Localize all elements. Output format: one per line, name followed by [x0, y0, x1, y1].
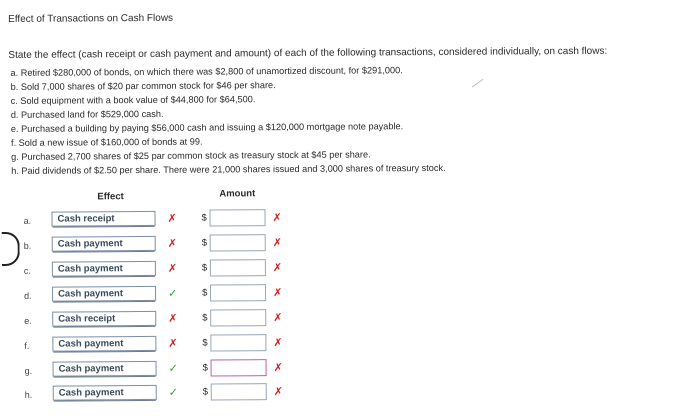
amount-input-e[interactable]	[210, 309, 266, 326]
row-letter: c.	[23, 265, 31, 276]
transaction-e: e. Purchased a building by paying $56,000 cash and issuing a $120,000 mortgage note payable.	[10, 121, 404, 134]
amount-input-f[interactable]	[210, 334, 266, 351]
effect-select-f[interactable]	[52, 336, 156, 352]
answer-row-b	[2, 232, 700, 259]
answer-row-h	[3, 381, 700, 408]
amount-input-d[interactable]	[210, 284, 266, 301]
answer-row-g	[3, 357, 700, 384]
transaction-a: a. Retired $280,000 of bonds, on which there was $2,800 of unamortized discount, for $291,000.	[10, 65, 403, 78]
check-mark-icon: ✓	[168, 287, 178, 300]
amount-input-h[interactable]	[211, 383, 267, 400]
currency-symbol: $	[201, 262, 208, 274]
decorative-tick	[472, 79, 484, 88]
answer-row-a	[1, 207, 700, 234]
answer-row-f	[2, 332, 700, 359]
transaction-h: h. Paid dividends of $2.50 per share. There were 21,000 shares issued and 3,000 shares of treasury stock.	[11, 162, 446, 176]
row-letter: d.	[24, 290, 32, 301]
x-mark-icon: ✗	[168, 312, 178, 325]
effect-value: Cash payment	[57, 263, 123, 275]
amount-input-b[interactable]	[210, 234, 266, 251]
transaction-c: c. Sold equipment with a book value of $44,800 for $64,500.	[10, 94, 256, 106]
x-mark-icon: ✗	[273, 312, 283, 325]
row-letter: b.	[23, 240, 32, 251]
transaction-b: b. Sold 7,000 shares of $20 par common stock for $46 per share.	[10, 80, 276, 92]
effect-value: Cash payment	[58, 288, 124, 300]
amount-input-a[interactable]	[209, 209, 265, 226]
check-mark-icon: ✓	[168, 362, 178, 375]
currency-symbol: $	[201, 237, 208, 249]
row-letter: g.	[24, 365, 33, 376]
x-mark-icon: ✗	[273, 362, 283, 375]
row-letter: f.	[24, 340, 30, 351]
instructions: State the effect (cash receipt or cash payment and amount) of each of the following transactions, considered individually, on cash flows:	[8, 45, 608, 61]
effect-select-g[interactable]	[53, 361, 157, 377]
x-mark-icon: ✗	[167, 237, 177, 250]
answer-row-d	[2, 282, 700, 309]
x-mark-icon: ✗	[167, 212, 177, 225]
x-mark-icon: ✗	[273, 337, 283, 350]
transaction-g: g. Purchased 2,700 shares of $25 par common stock as treasury stock at $45 per share.	[11, 149, 371, 162]
transaction-f: f. Sold a new issue of $160,000 of bonds at 99.	[10, 136, 203, 148]
select-underline	[54, 376, 156, 378]
x-mark-icon: ✗	[273, 287, 283, 300]
currency-symbol: $	[201, 212, 207, 224]
effect-value: Cash payment	[58, 363, 124, 375]
effect-select-b[interactable]	[52, 236, 156, 252]
check-mark-icon: ✓	[168, 386, 179, 399]
x-mark-icon: ✗	[272, 237, 282, 250]
currency-symbol: $	[202, 312, 208, 324]
effect-value: Cash receipt	[57, 213, 115, 225]
effect-value: Cash payment	[58, 387, 124, 399]
select-underline	[53, 351, 155, 353]
select-underline	[53, 276, 155, 278]
currency-symbol: $	[202, 362, 208, 374]
select-underline	[53, 251, 155, 253]
row-letter: h.	[24, 389, 33, 400]
page-title: Effect of Transactions on Cash Flows	[8, 12, 174, 25]
effect-select-e[interactable]	[52, 311, 156, 327]
currency-symbol: $	[202, 337, 208, 349]
effect-select-a[interactable]	[51, 211, 155, 227]
x-mark-icon: ✗	[273, 386, 284, 399]
x-mark-icon: ✗	[168, 337, 178, 350]
select-underline	[53, 326, 155, 328]
currency-symbol: $	[202, 287, 208, 299]
effect-select-d[interactable]	[52, 286, 156, 302]
effect-select-h[interactable]	[53, 385, 157, 401]
amount-input-g[interactable]	[211, 359, 267, 376]
row-letter: a.	[23, 215, 32, 226]
effect-value: Cash receipt	[58, 313, 116, 325]
row-letter: e.	[24, 315, 32, 326]
transaction-d: d. Purchased land for $529,000 cash.	[10, 108, 164, 120]
select-underline	[54, 400, 156, 402]
effect-column-header: Effect	[97, 191, 124, 203]
currency-symbol: $	[202, 386, 209, 398]
select-underline	[53, 301, 155, 303]
answer-row-e	[2, 307, 700, 334]
effect-value: Cash payment	[58, 338, 124, 350]
x-mark-icon: ✗	[272, 262, 283, 275]
x-mark-icon: ✗	[167, 262, 178, 275]
amount-column-header: Amount	[219, 188, 256, 200]
x-mark-icon: ✗	[272, 212, 282, 225]
select-underline	[53, 226, 155, 228]
answer-row-c	[2, 257, 700, 284]
effect-select-c[interactable]	[52, 261, 156, 277]
amount-input-c[interactable]	[210, 259, 266, 276]
effect-value: Cash payment	[57, 238, 123, 250]
